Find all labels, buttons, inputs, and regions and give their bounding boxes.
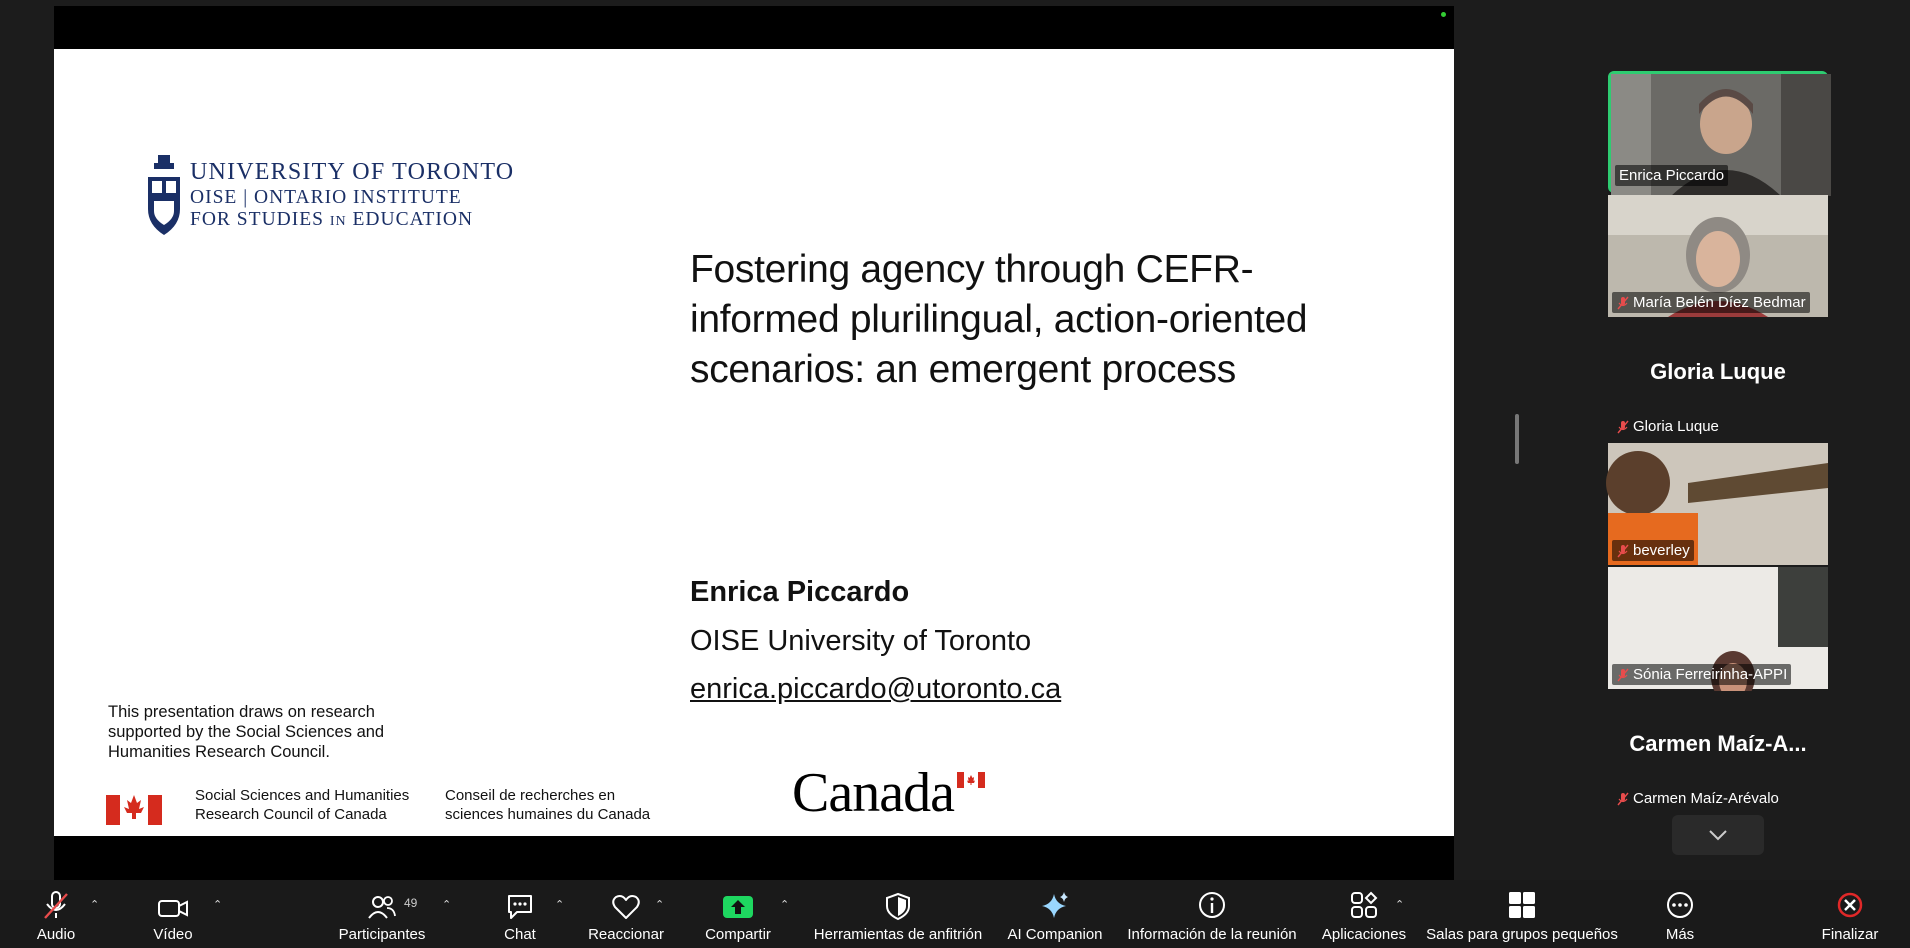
sshrc-french-name: Conseil de recherches en sciences humaines du Canada	[445, 787, 651, 823]
participant-tile-enrica[interactable]	[1608, 71, 1828, 193]
video-button[interactable]	[148, 880, 198, 948]
participants-label: Participantes	[338, 926, 426, 943]
participant-name-label: Carmen Maíz-Arévalo	[1612, 788, 1783, 809]
canada-wordmark: Canada	[792, 762, 954, 824]
chat-label: Chat	[504, 926, 536, 943]
oise-subtitle: FOR STUDIES IN EDUCATION	[190, 209, 474, 230]
close-icon	[1835, 890, 1865, 920]
audio-label: Audio	[36, 926, 76, 943]
research-note: This presentation draws on research supported by the Social Sciences and Humanities Research Council.	[108, 703, 385, 761]
more-label: Más	[1665, 926, 1695, 943]
muted-mic-icon	[1616, 544, 1630, 558]
scroll-participants-down-button[interactable]	[1672, 815, 1764, 855]
participant-tile-sonia[interactable]	[1608, 567, 1828, 689]
participant-tile-carmen[interactable]	[1608, 691, 1828, 813]
sshrc-logo-icon	[106, 787, 170, 827]
share-label: Compartir	[705, 926, 771, 943]
heart-icon	[611, 894, 641, 920]
react-options-caret-icon[interactable]: ⌃	[655, 899, 665, 911]
participant-name-label: María Belén Díez Bedmar	[1612, 292, 1810, 313]
share-options-caret-icon[interactable]: ⌃	[780, 899, 790, 911]
ai-companion-label: AI Companion	[1007, 926, 1103, 943]
participants-icon	[367, 894, 397, 920]
apps-options-caret-icon[interactable]: ⌃	[1395, 899, 1405, 911]
audio-button[interactable]	[30, 880, 82, 948]
participant-name-label: Sónia Ferreirinha-APPI	[1612, 664, 1791, 685]
share-top-bar	[54, 6, 1454, 49]
chat-options-caret-icon[interactable]: ⌃	[555, 899, 565, 911]
shared-slide	[54, 49, 1454, 836]
meeting-toolbar	[0, 880, 1910, 948]
participant-tile-beverley[interactable]	[1608, 443, 1828, 565]
ai-companion-button[interactable]	[1006, 880, 1104, 948]
react-button[interactable]	[586, 880, 666, 948]
participant-name-label: Gloria Luque	[1612, 416, 1723, 437]
uoft-crest-icon	[144, 151, 184, 241]
presenter-institution: OISE University of Toronto	[690, 625, 1032, 657]
host-tools-button[interactable]	[810, 880, 986, 948]
meeting-info-button[interactable]	[1122, 880, 1302, 948]
muted-mic-icon	[41, 890, 71, 920]
breakout-rooms-label: Salas para grupos pequeños	[1426, 926, 1618, 943]
canada-flag-icon	[957, 772, 985, 788]
apps-label: Aplicaciones	[1321, 926, 1407, 943]
participant-name-label: Enrica Piccardo	[1615, 165, 1728, 186]
end-label: Finalizar	[1821, 926, 1879, 943]
chevron-down-icon	[1709, 830, 1727, 840]
uoft-oise-logo	[144, 151, 514, 241]
apps-icon	[1349, 890, 1379, 920]
breakout-rooms-icon	[1507, 890, 1537, 920]
presenter-name: Enrica Piccardo	[690, 576, 910, 608]
participant-display-name: Carmen Maíz-A...	[1629, 731, 1807, 756]
participants-options-caret-icon[interactable]: ⌃	[442, 899, 452, 911]
share-screen-icon	[722, 894, 754, 920]
participant-tile-gloria[interactable]	[1608, 319, 1828, 441]
meeting-info-label: Información de la reunión	[1127, 926, 1297, 943]
breakout-rooms-button[interactable]	[1426, 880, 1618, 948]
presenter-email-link[interactable]: enrica.piccardo@utoronto.ca	[690, 673, 1062, 705]
video-options-caret-icon[interactable]: ⌃	[213, 899, 223, 911]
share-status-dot	[1441, 12, 1446, 17]
more-button[interactable]	[1660, 880, 1700, 948]
more-icon	[1665, 890, 1695, 920]
share-screen-button[interactable]	[702, 880, 774, 948]
video-label: Vídeo	[153, 926, 193, 943]
participant-name-label: beverley	[1612, 540, 1694, 561]
apps-button[interactable]	[1320, 880, 1408, 948]
react-label: Reaccionar	[588, 926, 664, 943]
participants-count: 49	[404, 896, 418, 910]
uoft-name: UNIVERSITY OF TORONTO	[190, 158, 515, 185]
panel-resize-handle[interactable]	[1515, 414, 1519, 464]
muted-mic-icon	[1616, 792, 1630, 806]
info-icon	[1197, 890, 1227, 920]
muted-mic-icon	[1616, 420, 1630, 434]
sshrc-english-name: Social Sciences and Humanities Research Council of Canada	[195, 787, 410, 823]
slide-title: Fostering agency through CEFR-informed plurilingual, action-oriented scenarios: an emergent process	[690, 248, 1308, 391]
muted-mic-icon	[1616, 296, 1630, 310]
audio-options-caret-icon[interactable]: ⌃	[90, 899, 100, 911]
chat-button[interactable]	[500, 880, 540, 948]
host-tools-label: Herramientas de anfitrión	[813, 926, 983, 943]
sparkle-icon	[1040, 890, 1070, 920]
participants-button[interactable]	[334, 880, 430, 948]
muted-mic-icon	[1616, 668, 1630, 682]
end-meeting-button[interactable]	[1820, 880, 1880, 948]
oise-name: OISE | ONTARIO INSTITUTE	[190, 186, 462, 208]
participant-tile-maria[interactable]	[1608, 195, 1828, 317]
share-bottom-bar	[54, 836, 1454, 880]
chat-icon	[505, 892, 535, 920]
shield-icon	[885, 892, 911, 920]
video-camera-icon	[157, 896, 189, 920]
participant-display-name: Gloria Luque	[1650, 359, 1786, 384]
